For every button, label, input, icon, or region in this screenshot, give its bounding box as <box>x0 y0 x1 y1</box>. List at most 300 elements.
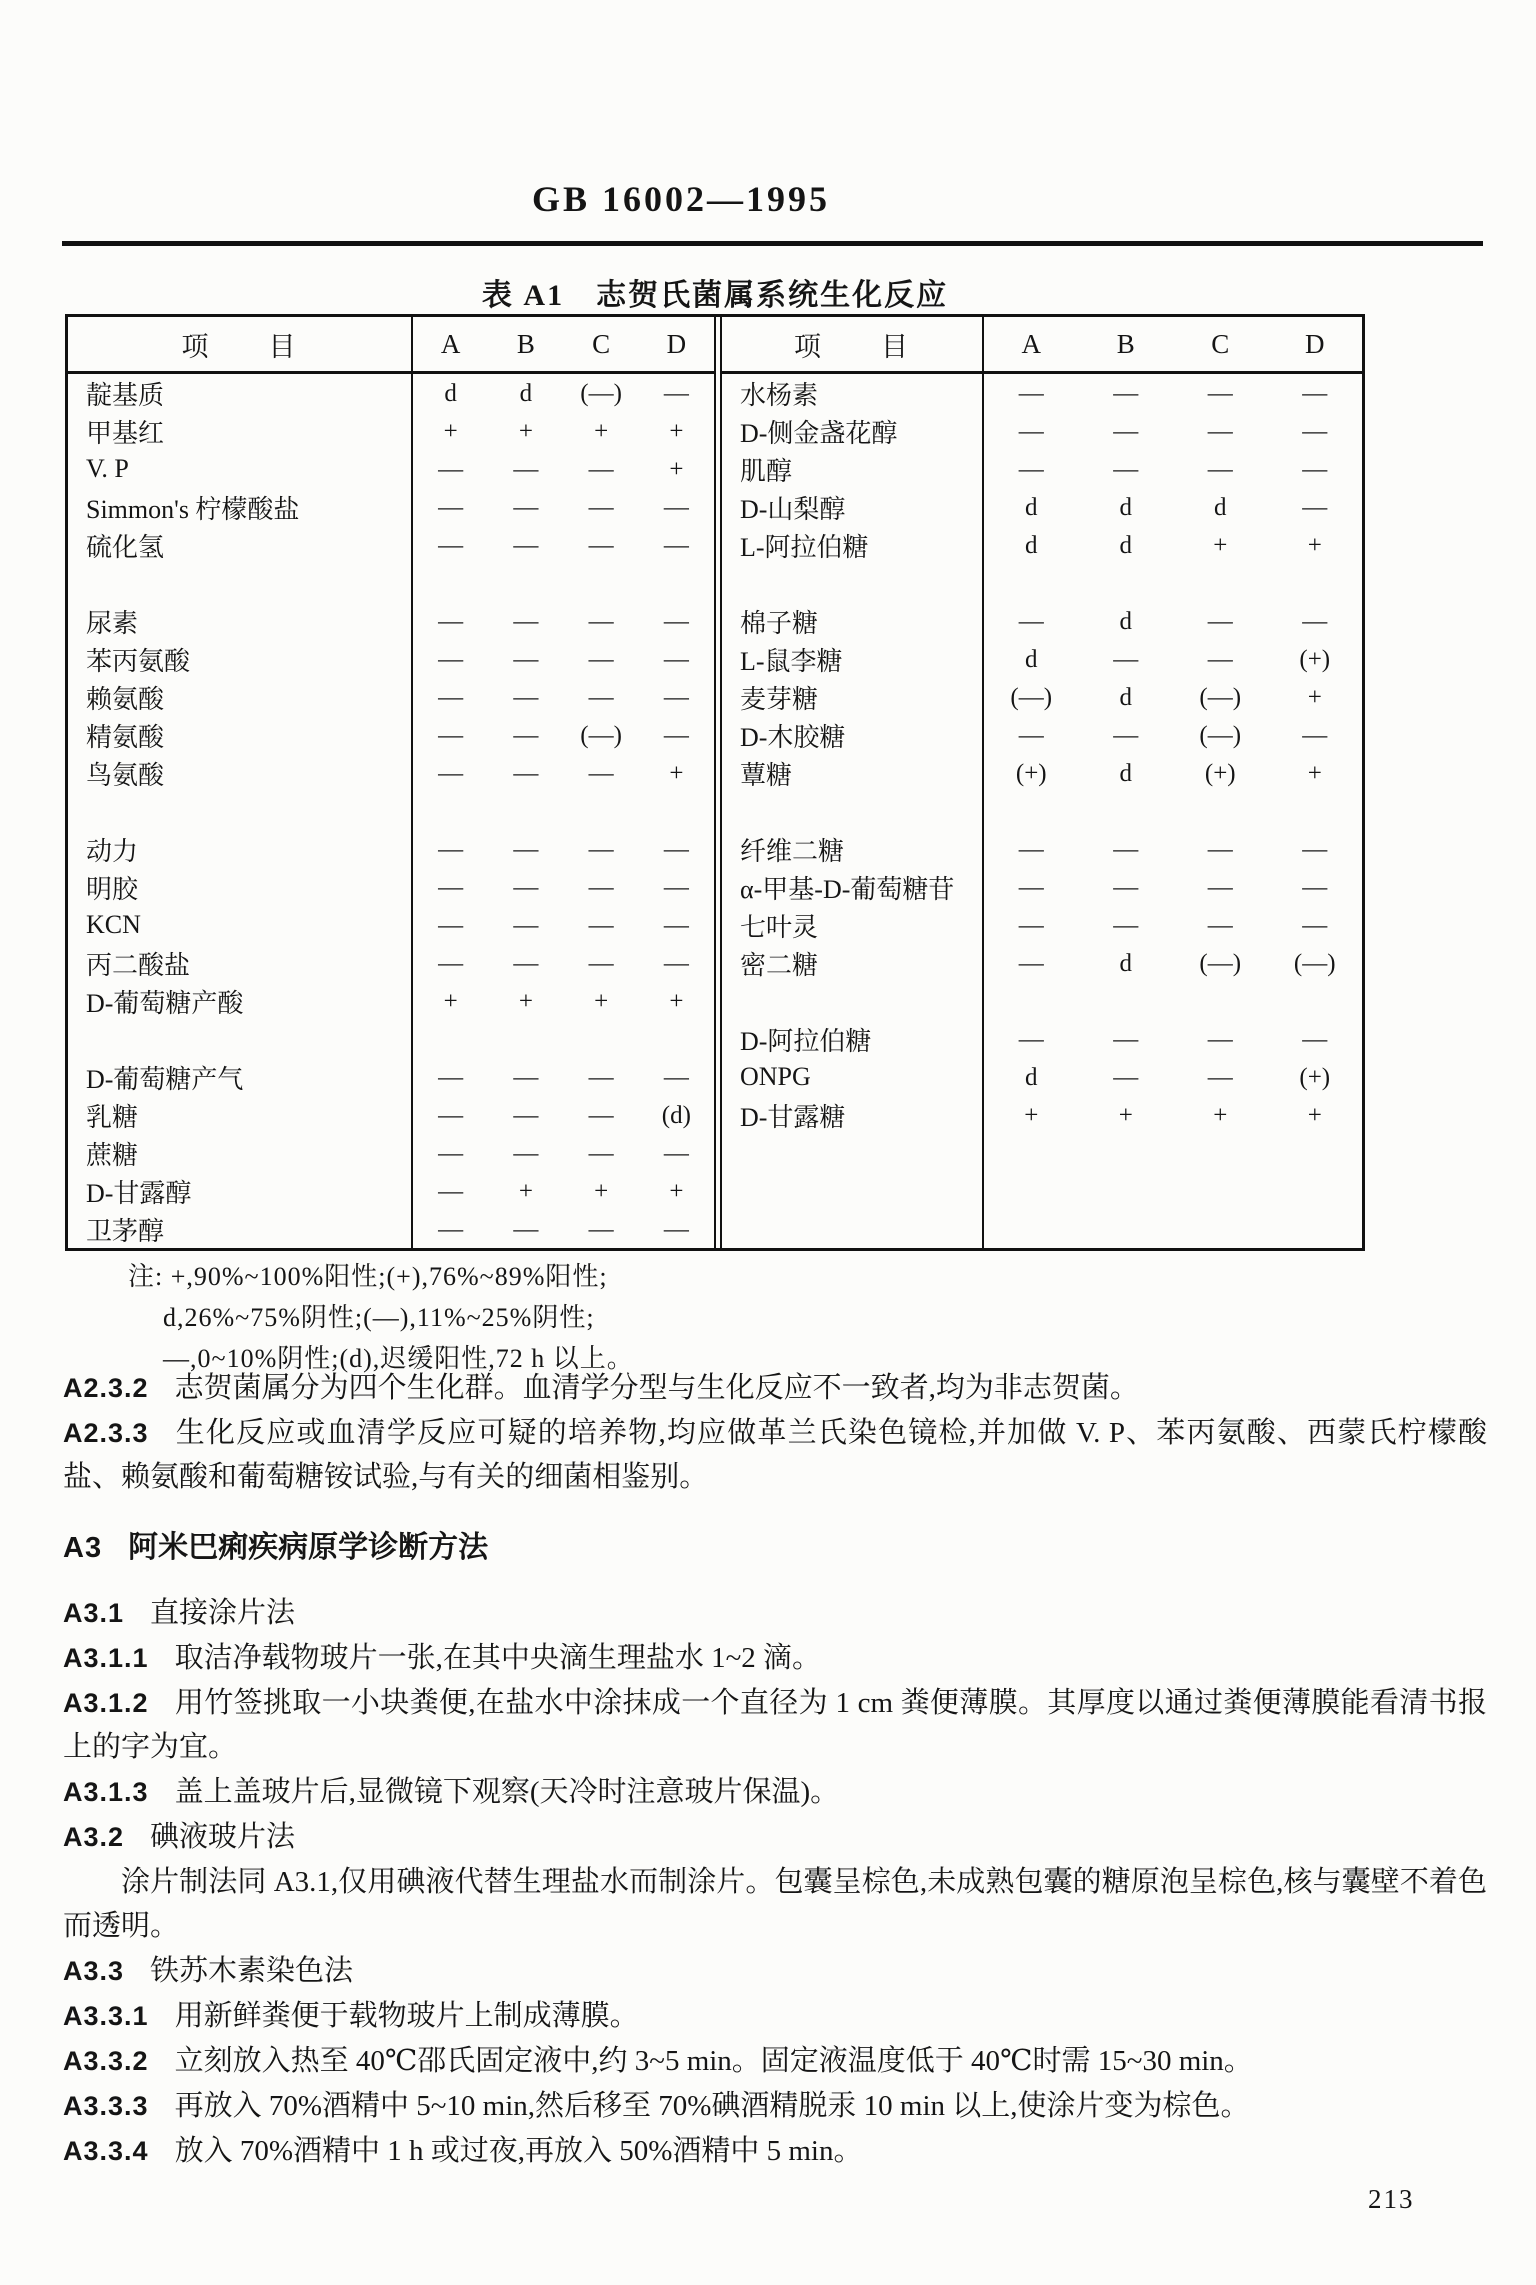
section-text: 涂片制法同 A3.1,仅用碘液代替生理盐水而制涂片。包囊呈棕色,未成熟包囊的糖原泡呈棕色,核与囊壁不着色而透明。 <box>63 1866 1487 1942</box>
reaction-value-cell: — <box>513 493 539 521</box>
reaction-value-cell: — <box>1302 873 1328 901</box>
reaction-value-cell: d <box>1025 493 1038 521</box>
table-row <box>722 488 1362 526</box>
reaction-value-cell: — <box>438 1177 464 1205</box>
reaction-value-cell: — <box>1302 835 1328 863</box>
reaction-value-cell: d <box>1214 493 1227 521</box>
row-item-label: 七叶灵 <box>722 906 984 944</box>
reaction-value-cell: — <box>438 721 464 749</box>
row-item-label <box>722 564 984 602</box>
reaction-value-cell: (+) <box>1204 759 1236 787</box>
table-row <box>68 1210 714 1248</box>
table-row <box>722 830 1362 868</box>
table-row <box>68 868 714 906</box>
table-row <box>722 1134 1362 1172</box>
section-paragraph <box>63 1994 1487 2038</box>
table-row <box>68 906 714 944</box>
reaction-value-cell: — <box>513 455 539 483</box>
reaction-value-cell: — <box>1302 607 1328 635</box>
table-row <box>68 982 714 1020</box>
row-item-label: 棉子糖 <box>722 602 984 640</box>
reaction-value-cell: (d) <box>661 1101 691 1129</box>
row-item-label: 苯丙氨酸 <box>68 640 413 678</box>
reaction-value-cell: — <box>438 1139 464 1167</box>
table-row <box>68 450 714 488</box>
table-row <box>722 640 1362 678</box>
reaction-value-cell: — <box>1207 645 1233 673</box>
reaction-value-cell: — <box>663 911 689 939</box>
reaction-value-cell: d <box>1025 1063 1038 1091</box>
group-column-header: D <box>1305 328 1325 359</box>
section-text: 阿米巴痢疾病原学诊断方法 <box>128 1531 489 1564</box>
row-item-label: 肌醇 <box>722 450 984 488</box>
table-row <box>68 830 714 868</box>
row-item-label: 水杨素 <box>722 374 984 412</box>
row-item-label: L-阿拉伯糖 <box>722 526 984 564</box>
item-column-header: 项 目 <box>722 317 984 371</box>
group-column-header: B <box>516 328 535 359</box>
table-row <box>68 602 714 640</box>
table-row <box>722 944 1362 982</box>
reaction-value-cell: — <box>438 835 464 863</box>
reaction-value-cell: — <box>663 949 689 977</box>
row-item-label <box>68 564 413 602</box>
reaction-value-cell: — <box>588 645 614 673</box>
reaction-value-cell: — <box>588 531 614 559</box>
reaction-value-cell: + <box>443 417 458 445</box>
reaction-value-cell: — <box>513 911 539 939</box>
reaction-value-cell: — <box>438 1215 464 1243</box>
reaction-value-cell: — <box>1207 417 1233 445</box>
table-row <box>68 754 714 792</box>
reaction-value-cell: d <box>1119 531 1132 559</box>
reaction-value-cell: — <box>438 873 464 901</box>
reaction-value-cell: + <box>1307 531 1322 559</box>
row-item-label: 丙二酸盐 <box>68 944 413 982</box>
reaction-value-cell: — <box>588 1063 614 1091</box>
section-text: 用竹签挑取一小块粪便,在盐水中涂抹成一个直径为 1 cm 粪便薄膜。其厚度以通过粪便薄膜能看清书报上的字为宜。 <box>63 1687 1487 1763</box>
section-text: 碘液玻片法 <box>150 1821 296 1853</box>
table-body-right <box>722 374 1362 1248</box>
table-row <box>722 1172 1362 1210</box>
row-item-label: 赖氨酸 <box>68 678 413 716</box>
footnote-line: d,26%~75%阴性;(—),11%~25%阴性; <box>163 1303 595 1332</box>
section-number: A3 <box>63 1532 103 1564</box>
table-right-half <box>720 317 1362 1248</box>
reaction-value-cell: — <box>513 949 539 977</box>
reaction-value-cell: (+) <box>1299 645 1331 673</box>
reaction-value-cell: — <box>588 493 614 521</box>
reaction-value-cell: (+) <box>1015 759 1047 787</box>
row-item-label: 尿素 <box>68 602 413 640</box>
reaction-value-cell: — <box>663 1215 689 1243</box>
table-row <box>722 412 1362 450</box>
table-row <box>722 754 1362 792</box>
header-rule <box>62 241 1483 246</box>
reaction-value-cell: + <box>594 987 609 1015</box>
reaction-value-cell: + <box>1213 1101 1228 1129</box>
footnote-line: 注: +,90%~100%阳性;(+),76%~89%阳性; <box>128 1262 608 1291</box>
reaction-value-cell: — <box>1018 721 1044 749</box>
reaction-value-cell: — <box>1207 835 1233 863</box>
table-row <box>68 944 714 982</box>
reaction-value-cell: — <box>438 911 464 939</box>
row-item-label: 纤维二糖 <box>722 830 984 868</box>
table-row <box>68 564 714 602</box>
row-item-label: D-阿拉伯糖 <box>722 1020 984 1058</box>
reaction-value-cell: — <box>1302 911 1328 939</box>
section-paragraph <box>63 1366 1487 1410</box>
reaction-value-cell: — <box>513 683 539 711</box>
section-text: 生化反应或血清学反应可疑的培养物,均应做革兰氏染色镜检,并加做 V. P、苯丙氨酸、西蒙氏柠檬酸盐、赖氨酸和葡萄糖铵试验,与有关的细菌相鉴别。 <box>63 1417 1487 1493</box>
reaction-value-cell: — <box>663 683 689 711</box>
section-number: A3.3.4 <box>63 2136 149 2166</box>
reaction-value-cell: + <box>1307 1101 1322 1129</box>
section-text: 盖上盖玻片后,显微镜下观察(天冷时注意玻片保温)。 <box>174 1776 840 1808</box>
table-row <box>68 1134 714 1172</box>
section-paragraph <box>63 1636 1487 1680</box>
row-item-label <box>722 1172 984 1210</box>
table-row <box>722 450 1362 488</box>
reaction-value-cell: + <box>518 987 533 1015</box>
section-paragraph <box>63 1681 1487 1769</box>
reaction-value-cell: — <box>438 493 464 521</box>
reaction-value-cell: — <box>438 683 464 711</box>
table-row <box>68 1172 714 1210</box>
row-item-label: 明胶 <box>68 868 413 906</box>
section-number: A3.2 <box>63 1822 125 1852</box>
reaction-value-cell: — <box>513 1215 539 1243</box>
section-number: A3.1 <box>63 1598 125 1628</box>
reaction-value-cell: — <box>1207 1063 1233 1091</box>
table-row <box>68 488 714 526</box>
reaction-value-cell: — <box>588 1215 614 1243</box>
row-item-label <box>722 982 984 1020</box>
reaction-value-cell: — <box>1302 493 1328 521</box>
reaction-value-cell: — <box>513 1101 539 1129</box>
row-item-label: D-山梨醇 <box>722 488 984 526</box>
section-number: A2.3.3 <box>63 1418 149 1448</box>
section-paragraph <box>63 1949 1487 1993</box>
table-row <box>68 1058 714 1096</box>
row-item-label <box>722 1210 984 1248</box>
reaction-value-cell: d <box>1119 683 1132 711</box>
reaction-value-cell: — <box>588 455 614 483</box>
reaction-value-cell: — <box>1018 873 1044 901</box>
row-item-label <box>722 792 984 830</box>
reaction-value-cell: (—) <box>580 721 622 749</box>
reaction-value-cell: — <box>1113 1025 1139 1053</box>
table-row <box>722 906 1362 944</box>
row-item-label: D-葡萄糖产气 <box>68 1058 413 1096</box>
reaction-value-cell: — <box>588 759 614 787</box>
table-row <box>68 412 714 450</box>
section-text: 志贺菌属分为四个生化群。血清学分型与生化反应不一致者,均为非志贺菌。 <box>174 1372 1139 1404</box>
reaction-value-cell: d <box>1119 607 1132 635</box>
section-paragraph <box>63 2084 1487 2128</box>
table-row <box>722 602 1362 640</box>
table-row <box>68 640 714 678</box>
section-text: 取洁净载物玻片一张,在其中央滴生理盐水 1~2 滴。 <box>174 1642 822 1674</box>
section-number: A3.1.3 <box>63 1777 149 1807</box>
reaction-value-cell: + <box>518 417 533 445</box>
reaction-value-cell: — <box>1018 835 1044 863</box>
reaction-value-cell: — <box>663 1063 689 1091</box>
section-text: 放入 70%酒精中 1 h 或过夜,再放入 50%酒精中 5 min。 <box>174 2135 863 2167</box>
reaction-value-cell: (—) <box>1199 721 1242 749</box>
row-item-label: 靛基质 <box>68 374 413 412</box>
reaction-value-cell: — <box>588 607 614 635</box>
section-number: A3.3 <box>63 1956 125 1986</box>
reaction-value-cell: — <box>663 531 689 559</box>
reaction-value-cell: — <box>663 379 689 407</box>
reaction-value-cell: — <box>513 759 539 787</box>
reaction-value-cell: + <box>594 417 609 445</box>
row-item-label: 鸟氨酸 <box>68 754 413 792</box>
reaction-value-cell: — <box>513 645 539 673</box>
table-row <box>722 1058 1362 1096</box>
table-left-half <box>68 317 716 1248</box>
reaction-value-cell: — <box>1302 379 1328 407</box>
section-number: A2.3.2 <box>63 1373 149 1403</box>
standard-code-header: GB 16002—1995 <box>532 179 831 219</box>
page-number: 213 <box>1368 2184 1415 2214</box>
table-row <box>68 1020 714 1058</box>
reaction-value-cell: — <box>1018 455 1044 483</box>
row-item-label: KCN <box>68 906 413 944</box>
reaction-value-cell: — <box>438 1101 464 1129</box>
reaction-value-cell: d <box>519 379 533 407</box>
reaction-value-cell: + <box>594 1177 609 1205</box>
section-paragraph <box>63 1815 1487 1859</box>
table-footnote <box>128 1256 634 1379</box>
row-item-label: 麦芽糖 <box>722 678 984 716</box>
row-item-label: 卫茅醇 <box>68 1210 413 1248</box>
reaction-value-cell: — <box>1113 455 1139 483</box>
reaction-value-cell: + <box>1307 683 1322 711</box>
reaction-value-cell: d <box>1119 759 1132 787</box>
reaction-value-cell: — <box>588 949 614 977</box>
row-item-label <box>722 1134 984 1172</box>
reaction-value-cell: + <box>669 987 684 1015</box>
section-text: 再放入 70%酒精中 5~10 min,然后移至 70%碘酒精脱汞 10 min 以上,使涂片变为棕色。 <box>174 2090 1250 2122</box>
reaction-value-cell: + <box>443 987 458 1015</box>
table-row <box>722 1020 1362 1058</box>
biochemical-reaction-table <box>65 314 1365 1251</box>
section-paragraph <box>63 1860 1487 1948</box>
body-sections <box>63 1366 1487 2174</box>
table-row <box>722 716 1362 754</box>
reaction-value-cell: (—) <box>1293 949 1336 977</box>
section-paragraph <box>63 2129 1487 2173</box>
reaction-value-cell: — <box>1113 873 1139 901</box>
reaction-value-cell: — <box>438 949 464 977</box>
reaction-value-cell: — <box>588 683 614 711</box>
row-item-label: 乳糖 <box>68 1096 413 1134</box>
group-column-header: B <box>1116 328 1135 359</box>
reaction-value-cell: + <box>1307 759 1322 787</box>
group-column-header: A <box>1021 328 1041 359</box>
reaction-value-cell: — <box>513 1139 539 1167</box>
section-paragraph <box>63 1770 1487 1814</box>
reaction-value-cell: — <box>1018 911 1044 939</box>
reaction-value-cell: — <box>438 455 464 483</box>
row-item-label: V. P <box>68 450 413 488</box>
reaction-value-cell: — <box>438 607 464 635</box>
reaction-value-cell: — <box>588 835 614 863</box>
reaction-value-cell: d <box>1119 949 1132 977</box>
row-item-label: D-葡萄糖产酸 <box>68 982 413 1020</box>
row-item-label: D-甘露糖 <box>722 1096 984 1134</box>
section-number: A3.1.2 <box>63 1688 149 1718</box>
reaction-value-cell: — <box>1018 417 1044 445</box>
reaction-value-cell: — <box>1113 1063 1139 1091</box>
section-paragraph <box>63 2039 1487 2083</box>
section-text: 铁苏木素染色法 <box>150 1955 354 1987</box>
reaction-value-cell: — <box>1018 949 1044 977</box>
reaction-value-cell: — <box>1113 911 1139 939</box>
reaction-value-cell: — <box>663 873 689 901</box>
table-row <box>722 374 1362 412</box>
reaction-value-cell: — <box>1113 645 1139 673</box>
table-row <box>722 868 1362 906</box>
reaction-value-cell: (—) <box>1010 683 1053 711</box>
row-item-label: Simmon's 柠檬酸盐 <box>68 488 413 526</box>
reaction-value-cell: — <box>1113 379 1139 407</box>
section-number: A3.3.2 <box>63 2046 149 2076</box>
table-row <box>68 716 714 754</box>
reaction-value-cell: — <box>1018 607 1044 635</box>
reaction-value-cell: — <box>513 607 539 635</box>
reaction-value-cell: + <box>669 455 684 483</box>
table-row <box>722 678 1362 716</box>
table-row <box>722 526 1362 564</box>
reaction-value-cell: — <box>1207 455 1233 483</box>
section-text: 用新鲜粪便于载物玻片上制成薄膜。 <box>174 2000 639 2032</box>
reaction-value-cell: — <box>588 1139 614 1167</box>
row-item-label: 密二糖 <box>722 944 984 982</box>
row-item-label: 蕈糖 <box>722 754 984 792</box>
reaction-value-cell: — <box>513 1063 539 1091</box>
table-row <box>68 678 714 716</box>
row-item-label: 甲基红 <box>68 412 413 450</box>
reaction-value-cell: d <box>1119 493 1132 521</box>
reaction-value-cell: d <box>444 379 457 407</box>
reaction-value-cell: + <box>1024 1101 1039 1129</box>
row-item-label: D-侧金盏花醇 <box>722 412 984 450</box>
reaction-value-cell: — <box>588 873 614 901</box>
reaction-value-cell: + <box>1213 531 1228 559</box>
section-paragraph <box>63 1411 1487 1499</box>
row-item-label: D-甘露醇 <box>68 1172 413 1210</box>
section-text: 立刻放入热至 40℃邵氏固定液中,约 3~5 min。固定液温度低于 40℃时需 15~30 min。 <box>174 2045 1253 2077</box>
reaction-value-cell: — <box>663 721 689 749</box>
table-row <box>68 374 714 412</box>
table-row <box>68 1096 714 1134</box>
reaction-value-cell: — <box>1113 721 1139 749</box>
reaction-value-cell: — <box>663 835 689 863</box>
group-column-header: A <box>440 328 461 359</box>
section-heading <box>63 1526 1487 1570</box>
section-number: A3.3.1 <box>63 2001 149 2031</box>
reaction-value-cell: — <box>1207 873 1233 901</box>
reaction-value-cell: — <box>1207 1025 1233 1053</box>
footnote-line: —,0~10%阴性;(d),迟缓阳性,72 h 以上。 <box>163 1344 634 1373</box>
table-row <box>722 564 1362 602</box>
reaction-value-cell: — <box>1302 1025 1328 1053</box>
reaction-value-cell: d <box>1025 645 1038 673</box>
reaction-value-cell: — <box>1302 417 1328 445</box>
section-text: 直接涂片法 <box>150 1597 296 1629</box>
table-row <box>722 1210 1362 1248</box>
section-paragraph <box>63 1591 1487 1635</box>
reaction-value-cell: — <box>1207 607 1233 635</box>
reaction-value-cell: — <box>1302 721 1328 749</box>
reaction-value-cell: — <box>1113 417 1139 445</box>
row-item-label: 蔗糖 <box>68 1134 413 1172</box>
row-item-label: 动力 <box>68 830 413 868</box>
table-row <box>722 1096 1362 1134</box>
row-item-label: 硫化氢 <box>68 526 413 564</box>
reaction-value-cell: — <box>1302 455 1328 483</box>
row-item-label: D-木胶糖 <box>722 716 984 754</box>
row-item-label: 精氨酸 <box>68 716 413 754</box>
table-row <box>722 792 1362 830</box>
group-column-header: D <box>666 328 687 359</box>
row-item-label <box>68 1020 413 1058</box>
reaction-value-cell: — <box>588 1101 614 1129</box>
reaction-value-cell: — <box>438 1063 464 1091</box>
reaction-value-cell: — <box>663 645 689 673</box>
reaction-value-cell: + <box>518 1177 533 1205</box>
item-column-header: 项 目 <box>68 317 413 371</box>
group-column-header: C <box>592 328 611 359</box>
table-row <box>722 982 1362 1020</box>
reaction-value-cell: — <box>1018 1025 1044 1053</box>
reaction-value-cell: (—) <box>1199 683 1242 711</box>
table-header-left <box>68 317 714 374</box>
row-item-label <box>68 792 413 830</box>
reaction-value-cell: — <box>1018 379 1044 407</box>
reaction-value-cell: — <box>513 835 539 863</box>
reaction-value-cell: — <box>663 1139 689 1167</box>
reaction-value-cell: — <box>513 873 539 901</box>
reaction-value-cell: (—) <box>580 379 622 407</box>
section-number: A3.1.1 <box>63 1643 149 1673</box>
table-row <box>68 526 714 564</box>
table-row <box>68 792 714 830</box>
table-title: 表 A1 志贺氏菌属系统生化反应 <box>481 279 949 312</box>
reaction-value-cell: — <box>438 759 464 787</box>
row-item-label: ONPG <box>722 1058 984 1096</box>
reaction-value-cell: — <box>663 493 689 521</box>
reaction-value-cell: + <box>1118 1101 1133 1129</box>
reaction-value-cell: — <box>1207 911 1233 939</box>
reaction-value-cell: — <box>438 531 464 559</box>
reaction-value-cell: (—) <box>1199 949 1242 977</box>
reaction-value-cell: + <box>669 759 684 787</box>
group-column-header: C <box>1211 328 1230 359</box>
row-item-label: α-甲基-D-葡萄糖苷 <box>722 868 984 906</box>
reaction-value-cell: d <box>1025 531 1038 559</box>
reaction-value-cell: — <box>438 645 464 673</box>
reaction-value-cell: + <box>669 417 684 445</box>
table-header-right <box>722 317 1362 374</box>
reaction-value-cell: — <box>1207 379 1233 407</box>
reaction-value-cell: — <box>1113 835 1139 863</box>
reaction-value-cell: — <box>588 911 614 939</box>
reaction-value-cell: — <box>513 721 539 749</box>
